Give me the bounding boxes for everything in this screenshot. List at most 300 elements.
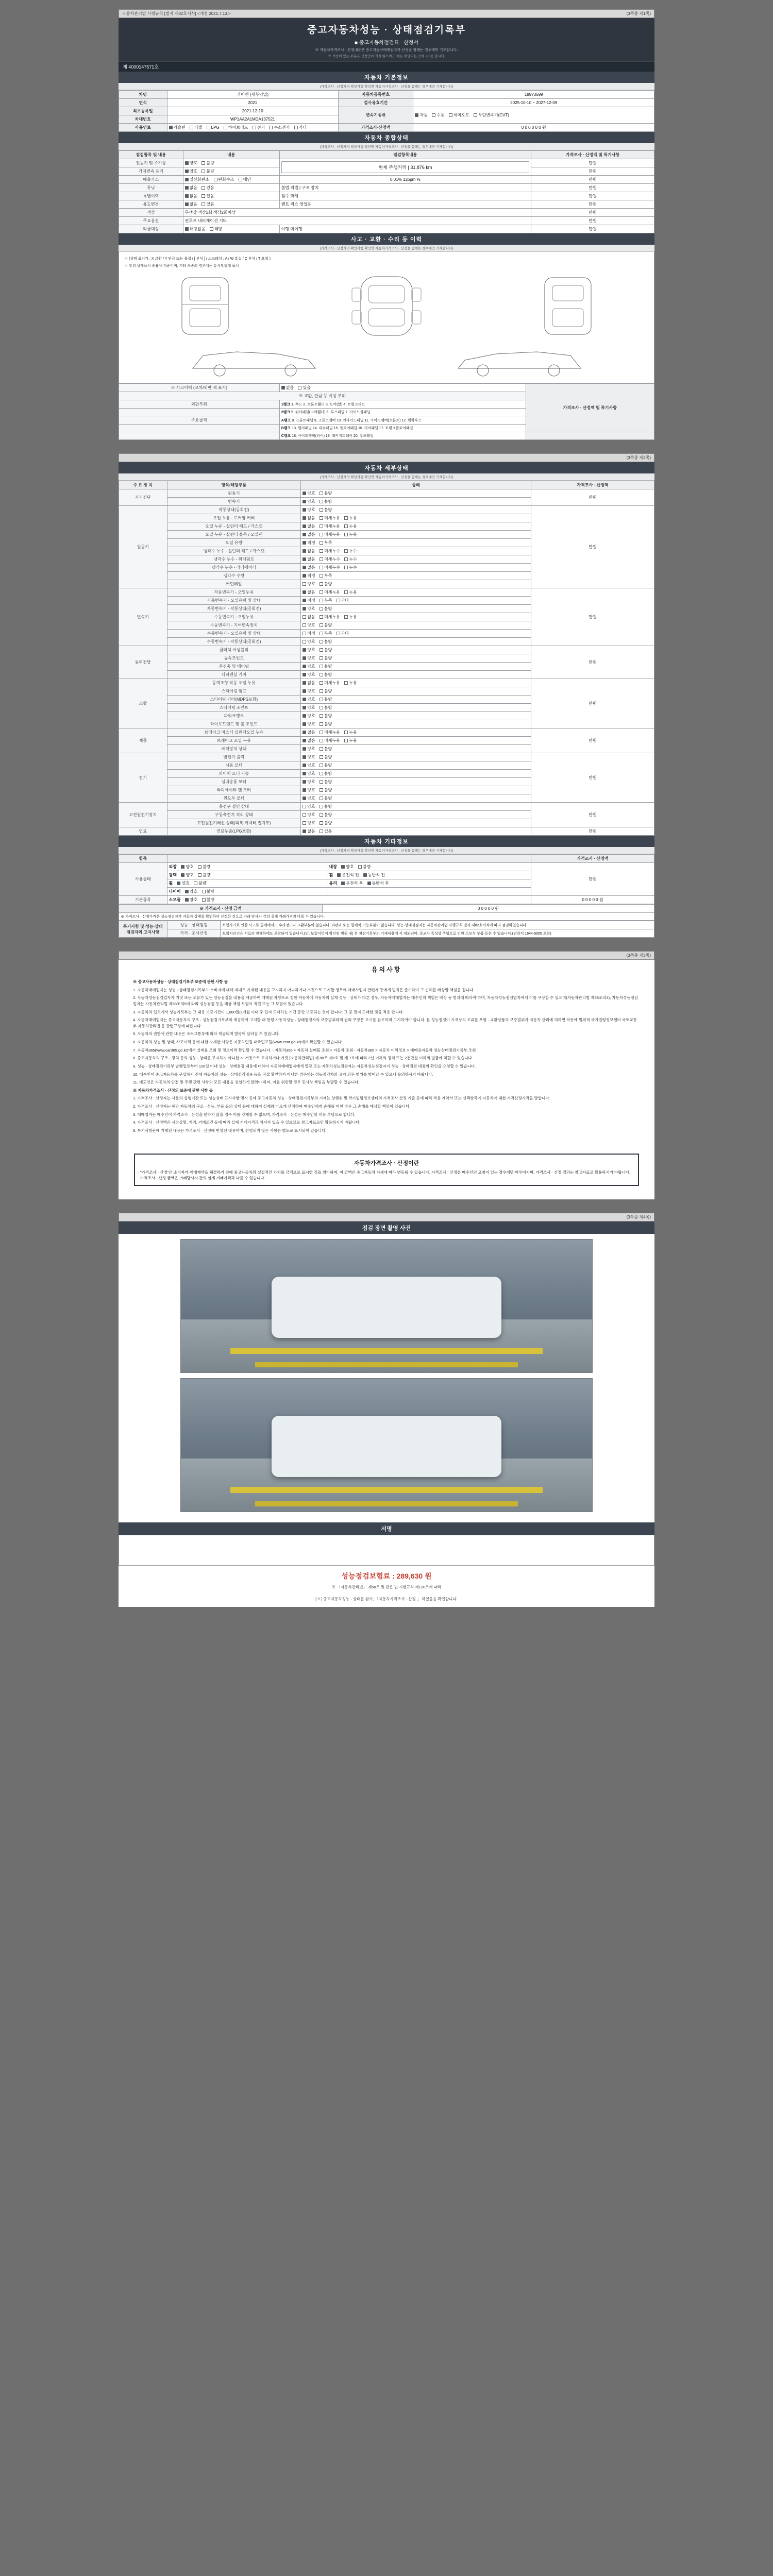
table-row (119, 159, 654, 167)
state-tm-3 (301, 613, 531, 621)
amount-3: 만원 (531, 184, 654, 192)
option-b[interactable]: 미세누유 (320, 614, 340, 620)
tire-pos-2[interactable]: 운전석 후 (341, 880, 363, 886)
tire-pos-1[interactable]: 동반석 전 (363, 872, 385, 878)
state-tm-1 (301, 597, 531, 605)
table-row (119, 184, 654, 192)
page-number-4: (3쪽중 제4쪽) (626, 1215, 651, 1219)
option-na[interactable]: 해당없음 (185, 226, 206, 232)
option-c[interactable]: 누유 (344, 738, 357, 743)
car-right-side-icon (452, 343, 586, 379)
option-b[interactable]: 부족 (320, 573, 332, 579)
frame-list-3: 13. 필러패널 14. 대쉬패널 15. 플로어패널 16. 리어패널 17. 트렁크플로어패널 (292, 427, 413, 430)
state-pt-3 (301, 671, 531, 679)
option-good[interactable]: 양호 (303, 499, 315, 504)
option-bad[interactable]: 불량 (198, 872, 210, 878)
option-bad[interactable]: 불량 (202, 889, 214, 894)
option-co[interactable]: 일산화탄소 (185, 177, 210, 182)
option-good[interactable]: 양호 (185, 889, 197, 894)
item-tm-2: 자동변속기 - 작동상태(공회전) (167, 605, 301, 613)
option-a[interactable]: 양호 (303, 713, 315, 719)
group-usage-state: 사용상태 (119, 863, 167, 896)
option-a[interactable]: 양호 (303, 795, 315, 801)
item-hv-2: 고전원전기배선 상태(피복,커넥터,접지부) (167, 819, 301, 827)
option-fuel-diesel[interactable]: 디젤 (190, 125, 202, 130)
item-tm-4: 수동변속기 - 기어변속장치 (167, 621, 301, 630)
amount-self-diagnosis: 만원 (531, 489, 654, 506)
frame-items-1 (279, 409, 526, 416)
item-br-2: 배력장치 상태 (167, 745, 301, 753)
option-a[interactable]: 양호 (303, 762, 315, 768)
option-c[interactable]: 과다 (337, 598, 349, 603)
option-b[interactable]: 미세누유 (320, 523, 340, 529)
option-fuel-electric[interactable]: 전기 (253, 125, 265, 130)
option-good[interactable]: 양호 (185, 168, 197, 174)
option-good[interactable]: 양호 (181, 872, 193, 878)
document-subtitle: ■ 중고자동차점검표 · 산정서 (355, 40, 418, 46)
option-c[interactable]: 과다 (337, 631, 349, 636)
row-opts-3 (183, 184, 279, 192)
option-bad[interactable]: 불량 (358, 864, 371, 870)
item-engine-8: 냉각수 수량 (167, 572, 301, 580)
notice-item: 1. 자동차매매업자는 성능 · 상태점검기록부가 소비자에 대해 제대로 기재된 내용을 고지하지 아니하거나 거짓으로 고지할 경우에 매매사업자 관련자 등에게 벌칙은 준수해야 그 손해를 배상할 책임을 집니다. (133, 987, 475, 992)
option-a[interactable]: 적정 (303, 540, 315, 546)
photo-gallery (119, 1234, 654, 1522)
option-a[interactable]: 양호 (303, 647, 315, 653)
etc-row-0-right (327, 863, 531, 871)
option-hc[interactable]: 탄화수소 (214, 177, 234, 182)
car-side-views-row (122, 343, 651, 379)
option-a[interactable]: 양호 (303, 771, 315, 776)
option-b[interactable]: 불량 (320, 713, 332, 719)
option-applicable[interactable]: 해당 (210, 226, 222, 232)
col-item: 점검항목 및 내용 (119, 151, 183, 159)
option-b[interactable]: 부족 (320, 631, 332, 636)
price-summary-table (119, 904, 654, 921)
amount-7: 만원 (531, 217, 654, 225)
item-pt-1: 등속조인트 (167, 654, 301, 663)
state-transmission (301, 498, 531, 506)
table-row (119, 200, 654, 209)
row-opts-4 (183, 192, 279, 200)
frame-list-2: 8. 프론트패널 9. 크로스멤버 10. 인사이드패널 11. 사이드멤버(프론트) 12. 휠하우스 (292, 418, 422, 422)
option-b[interactable]: 부족 (320, 598, 332, 603)
option-b[interactable]: 불량 (320, 622, 332, 628)
option-a[interactable]: 없음 (303, 680, 315, 686)
photo1-lift-arm (230, 1348, 543, 1354)
state-engine-5 (301, 547, 531, 555)
item-pt-0: 클러치 어셈블리 (167, 646, 301, 654)
document-title: 중고자동차성능 · 상태점검기록부 (307, 25, 466, 36)
option-a[interactable]: 없음 (303, 738, 315, 743)
car-diagram-row (122, 273, 651, 340)
frame-group-3 (119, 425, 280, 432)
option-b[interactable]: 불량 (320, 795, 332, 801)
option-a[interactable]: 양호 (303, 754, 315, 760)
option-a[interactable]: 양호 (303, 697, 315, 702)
option-transmission-manual[interactable]: 수동 (432, 112, 444, 118)
option-none[interactable]: 없음 (185, 201, 197, 207)
frame-items-0 (279, 400, 526, 409)
option-b[interactable]: 불량 (320, 721, 332, 727)
amount-8: 만원 (531, 225, 654, 233)
option-fuel-lpg[interactable]: LPG (207, 125, 220, 130)
item-el-5: 윈도우 모터 (167, 794, 301, 803)
state-engine-0 (301, 506, 531, 514)
notice-item: 2. 자동차성능점검업자가 거짓 또는 오류가 있는 성능점검을 내용을 제공하여 매매된 차량으로 정한 자동차에 자동차의 실제 성능 · 상태가 다른 경우, 자동차매매업자는 매수인의 책임은 배상 등 범위에 따라야 하며, 자동차성능점검업자에게 이를 구상할 수 있으며(자동차관리법 제58조의4), 자동차성능점검업자는 자동차관리법 제58조의5에 따라 성능점검 등을 배상 책임 보험이 적립 또는 그 보험이 있습니다. (133, 995, 638, 1006)
option-c[interactable]: 누유 (344, 523, 357, 529)
option-a[interactable]: 양호 (303, 606, 315, 612)
option-a[interactable]: 양호 (303, 581, 315, 587)
state-engine-8 (301, 572, 531, 580)
group-engine: 원동기 (119, 506, 167, 588)
state-engine-7 (301, 564, 531, 572)
state-tm-2 (301, 605, 531, 613)
option-b[interactable]: 불량 (320, 705, 332, 710)
label-vin: 차대번호 (119, 115, 167, 124)
option-b[interactable]: 불량 (320, 639, 332, 645)
option-c[interactable]: 누유 (344, 730, 357, 735)
option-b[interactable]: 미세누유 (320, 532, 340, 537)
option-a[interactable]: 적정 (303, 631, 315, 636)
option-good[interactable]: 양호 (181, 864, 193, 870)
option-b[interactable]: 불량 (320, 606, 332, 612)
option-fuel-hydrogen[interactable]: 수소전기 (269, 125, 290, 130)
frame-rank-4: C랭크 (281, 434, 291, 438)
option-b[interactable]: 미세누유 (320, 730, 340, 735)
table-row (119, 384, 654, 392)
option-b[interactable]: 불량 (320, 672, 332, 677)
option-b[interactable]: 불량 (320, 507, 332, 513)
signature-area[interactable] (119, 1535, 654, 1566)
option-transmission-semi[interactable]: 세미오토 (449, 112, 469, 118)
amount-2: 만원 (531, 176, 654, 184)
item-st-4: 파워크랭크 (167, 712, 301, 720)
state-engine-9 (301, 580, 531, 588)
option-a[interactable]: 양호 (303, 664, 315, 669)
value-transmission (413, 107, 654, 124)
amount-4: 만원 (531, 192, 654, 200)
remarks-row-label-1: 가격 · 조사산정 (167, 929, 221, 938)
option-transmission-auto[interactable]: 자동 (415, 112, 427, 118)
page-4 (119, 1213, 654, 1607)
item-engine-7: 냉각수 누수 - 라디에이터 (167, 564, 301, 572)
option-a[interactable]: 없음 (303, 730, 315, 735)
col-major-device: 주 요 장 치 (119, 481, 167, 489)
diagram-legend-1: ※ (상태 표시가 : X 교환 / Y 판금 또는 용접 / [ 부식 ] / 스크래치 : A / W 흠집 / C 부식 / T 요철 ) (124, 257, 271, 261)
option-b[interactable]: 불량 (320, 697, 332, 702)
amount-transmission: 만원 (531, 588, 654, 646)
table-row (119, 863, 654, 871)
label-total-price: ※ 가격조사 · 산정 금액 (119, 905, 323, 913)
row-label-5: 용도변경 (119, 200, 183, 209)
option-a[interactable]: 양호 (303, 672, 315, 677)
section-basic-note: (가격조사 · 산정자가 확인사항 확인안 자동차가격조사 · 산정을 함께는 경우에만 기재합니다) (119, 83, 654, 90)
option-a[interactable]: 양호 (303, 721, 315, 727)
table-row (119, 913, 654, 921)
amount-usage: 만원 (531, 863, 654, 896)
option-b[interactable]: 불량 (320, 664, 332, 669)
inspection-photo-1 (180, 1239, 593, 1373)
table-row (119, 929, 654, 938)
option-c[interactable]: 누수 (344, 556, 357, 562)
option-a[interactable]: 없음 (303, 548, 315, 554)
option-a[interactable]: 양호 (303, 507, 315, 513)
label-remarks: 특기사항 및 성능·상태 점검자의 고지사항 (119, 921, 167, 938)
option-yes[interactable]: 있음 (201, 193, 214, 199)
table-row (119, 921, 654, 929)
option-a[interactable]: 양호 (303, 746, 315, 752)
option-b[interactable]: 미세누유 (320, 515, 340, 521)
photo2-lift-arm (230, 1487, 543, 1493)
option-b[interactable]: 불량 (320, 812, 332, 818)
option-b[interactable]: 미세누수 (320, 556, 340, 562)
insurance-fee (119, 1566, 654, 1583)
option-fuel-gasoline[interactable]: 가솔린 (169, 125, 186, 130)
option-a[interactable]: 양호 (303, 705, 315, 710)
item-br-1: 브레이크 오일 누유 (167, 737, 301, 745)
state-st-2 (301, 696, 531, 704)
remarks-row-value-0: 보험사기로 인한 사고로 필체에서도 수리정도나 교환부분이 없습니다. 외판과 또는 필체약 기능부분이 없습니다. 성능·상태점검자는 자동차관리법 시행규칙 별지 제82호서식에 따라 점검하였습니다. (221, 921, 654, 929)
item-pt-3: 디퍼렌셜 기어 (167, 671, 301, 679)
option-fuel-other[interactable]: 기타 (294, 125, 307, 130)
group-transmission: 변속기 (119, 588, 167, 646)
state-hv-1 (301, 811, 531, 819)
state-engine-6 (301, 555, 531, 564)
page-2 (119, 453, 654, 938)
notice-item: 6. 자동차의 성능 및 상태, 사고이력 등에 대한 자세한 사항은 자동차민원 대국민포털(www.ecar.go.kr)에서 확인할 수 있습니다. (133, 1040, 343, 1044)
option-a[interactable]: 양호 (303, 655, 315, 661)
notice-item-2: 4. 가격조사 · 산정액은 시장상황, 지역, 거래조건 등에 따라 실제 거래가격과 차이가 있을 수 있으므로 참고자료로만 활용하시기 바랍니다. (133, 1120, 361, 1125)
basic-info-table (119, 90, 654, 132)
option-b[interactable]: 불량 (320, 688, 332, 694)
notice-head-1: ※ 중고자동차성능 · 상태점검기록부 보증에 관한 사항 등 (133, 979, 228, 984)
insurance-fee-value: 289,630 원 (396, 1572, 432, 1580)
group-self-diagnosis: 자기진단 (119, 489, 167, 506)
option-c[interactable]: 누수 (344, 565, 357, 570)
option-fuel-hybrid[interactable]: 하이브리드 (224, 125, 248, 130)
option-b[interactable]: 불량 (320, 581, 332, 587)
option-b[interactable]: 미세누유 (320, 738, 340, 743)
table-row (119, 124, 654, 132)
option-b[interactable]: 불량 (320, 820, 332, 826)
option-b[interactable]: 불량 (320, 787, 332, 793)
option-c[interactable]: 누유 (344, 614, 357, 620)
option-a[interactable]: 적정 (303, 573, 315, 579)
option-transmission-cvt[interactable]: 무단변속기(CVT) (474, 112, 509, 118)
state-pt-0 (301, 646, 531, 654)
section-overall-note: (가격조사 · 산정자가 확인사항 확인안 자동차가격조사 · 산정을 함께는 경우에만 기재합니다) (119, 143, 654, 150)
table-row (119, 432, 654, 440)
option-c[interactable]: 누유 (344, 515, 357, 521)
option-a[interactable]: 없음 (303, 589, 315, 595)
option-b[interactable]: 부족 (320, 540, 332, 546)
etc-label2-1: 휠 (329, 873, 333, 877)
section-basic-title: 자동차 기본정보 (119, 72, 654, 83)
state-st-4 (301, 712, 531, 720)
document-note-1: ※ 자동차가격조사 · 산정내용은 중고자동차매매업자가 산정을 함께는 경우에만 기재합니다. (315, 48, 458, 52)
page-topbar (119, 9, 654, 18)
option-a[interactable]: 양호 (303, 787, 315, 793)
row-label-0: 전동기 및 주기상 (119, 159, 183, 167)
option-a[interactable]: 양호 (303, 820, 315, 826)
option-b[interactable]: 미세누유 (320, 680, 340, 686)
option-bad[interactable]: 불량 (201, 168, 214, 174)
option-a[interactable]: 없음 (303, 556, 315, 562)
option-a[interactable]: 양호 (303, 688, 315, 694)
footer-line-1: ※ 「자동차관리법」 제58조 및 같은 법 시행규칙 제120조에 따라 (331, 1585, 442, 1589)
notice-item: 7. 자동차365(www.car365.go.kr)에서 실제를 조회 및 정보이력 확인할 수 있습니다. - 자동차365 > 자동차 실매물 조회 > 자동차 조회 - 자동차365 > 자동차 이력정보 > 매매용자동차 성능상태점검기록부 조회 (133, 1047, 476, 1053)
col-part: 항목/해당부품 (167, 481, 301, 489)
item-st-2: 스티어링 기어(MDPS포함) (167, 696, 301, 704)
car-left-side-icon (188, 343, 322, 379)
etc-row-0-left (167, 863, 327, 871)
item-engine-0: 작동상태(공회전) (167, 506, 301, 514)
option-yes[interactable]: 있음 (201, 201, 214, 207)
section-detail-title: 자동차 세부상태 (119, 462, 654, 473)
amount-steering: 만원 (531, 679, 654, 728)
page-3 (119, 951, 654, 1199)
row-opts-0 (183, 159, 279, 167)
table-row (119, 99, 654, 107)
option-bad[interactable]: 불량 (194, 880, 206, 886)
option-a[interactable]: 적정 (303, 598, 315, 603)
notice-item-2: 3. 매매업자는 매수인이 가격조사 · 산정을 원하지 않을 경우 이를 강제할 수 없으며, 가격조사 · 산정은 매수인의 비용 부담으로 합니다. (133, 1112, 356, 1117)
amount-cell-accident (526, 432, 654, 440)
group-steering: 조향 (119, 679, 167, 728)
accident-history-table (119, 383, 654, 440)
option-b[interactable]: 불량 (320, 647, 332, 653)
etc-label-0: 외장 (169, 865, 177, 869)
tire-pos-0[interactable]: 운전석 전 (337, 872, 359, 878)
option-a[interactable]: 없음 (303, 565, 315, 570)
option-b[interactable]: 불량 (320, 655, 332, 661)
frame-list-1: 5. 쿼터패널(리어휀더) 6. 루프패널 7. 사이드실패널 (291, 411, 371, 414)
etc-table (119, 854, 654, 904)
option-good[interactable]: 양호 (185, 897, 197, 903)
option-b[interactable]: 미세누유 (320, 589, 340, 595)
inspection-photo-2 (180, 1378, 593, 1512)
option-a[interactable]: 양호 (303, 779, 315, 785)
page3-topbar (119, 951, 654, 960)
option-c[interactable]: 누유 (344, 680, 357, 686)
row-opts-5 (183, 200, 279, 209)
remarks-table (119, 921, 654, 938)
document-number: 제 4000147571호 (119, 61, 654, 72)
option-b[interactable]: 불량 (320, 771, 332, 776)
row-label-3: 튜닝 (119, 184, 183, 192)
option-a[interactable]: 없음 (303, 614, 315, 620)
option-b[interactable]: 불량 (320, 804, 332, 809)
option-none[interactable]: 없음 (281, 385, 294, 391)
value-vin: WP1AA2A1MDA137521 (167, 115, 338, 124)
amount-1: 만원 (531, 167, 654, 176)
option-bad[interactable]: 불량 (202, 897, 214, 903)
option-bad[interactable]: 불량 (320, 499, 332, 504)
option-b[interactable]: 미세누수 (320, 565, 340, 570)
item-engine-3: 오일 누유 - 실린더 블록 / 오일팬 (167, 531, 301, 539)
option-a[interactable]: 양호 (303, 639, 315, 645)
item-engine-5: 냉각수 누수 - 실린더 헤드 / 가스켓 (167, 547, 301, 555)
label-accident-history: ※ 사고이력 (교차/외판 제 표시) (119, 384, 280, 392)
option-good[interactable]: 양호 (303, 490, 315, 496)
option-c[interactable]: 누유 (344, 532, 357, 537)
option-a[interactable]: 없음 (303, 828, 315, 834)
option-bad[interactable]: 불량 (320, 490, 332, 496)
option-a[interactable]: 양호 (303, 804, 315, 809)
state-el-4 (301, 786, 531, 794)
frame-section-title: ※ 교환, 판금 등 이상 부위 (119, 392, 526, 400)
state-el-2 (301, 770, 531, 778)
option-a[interactable]: 없음 (303, 515, 315, 521)
option-b[interactable]: 불량 (320, 762, 332, 768)
row-label-1: 기대변속 용기 (119, 167, 183, 176)
option-b[interactable]: 미세누수 (320, 548, 340, 554)
option-b[interactable]: 불량 (320, 779, 332, 785)
etc-row-2-left (167, 879, 327, 888)
table-header-row (119, 151, 654, 159)
option-good[interactable]: 양호 (177, 880, 189, 886)
item-fu-0: 연료누출(LPG포함) (167, 827, 301, 836)
amount-6: 만원 (531, 209, 654, 217)
col-detail: 점검항목내용 (279, 151, 531, 159)
item-engine: 원동기 (167, 489, 301, 498)
table-row (119, 803, 654, 811)
item-tm-1: 자동변속기 - 오일유량 및 상태 (167, 597, 301, 605)
notice-title: 유의사항 (371, 966, 402, 973)
etc-row-1-right (327, 871, 531, 879)
row-label-4: 특별이력 (119, 192, 183, 200)
section-etc-note: (가격조사 · 산정자가 확인사항 확인안 자동차가격조사 · 산정을 함께는 경우에만 기재합니다) (119, 847, 654, 854)
section-accident-note: (가격조사 · 산정자가 확인사항 확인안 자동차가격조사 · 산정을 함께는 경우에만 기재합니다) (119, 245, 654, 252)
option-none[interactable]: 없음 (185, 193, 197, 199)
option-bad[interactable]: 불량 (201, 160, 214, 166)
item-st-0: 동력조향 작동 오일 누유 (167, 679, 301, 687)
photo1-vehicle (272, 1277, 502, 1338)
etc-row-3-right (327, 888, 531, 896)
notice-item-2: 1. 가격조사 · 산정자는 사용의 실행기간 또는 성능상태 표시사항 명시 등에 중고자동차 성능 · 상태점검기록부의 기재는 상행위 및 국가법령정보센터의 가격조사 산정 기준 등에 따라 적용 계약서 또는 선택항목에 자동차에 대한 가격산정가격을 말합니다. (133, 1096, 550, 1101)
state-hv-0 (301, 803, 531, 811)
row-label-8: 리콜대상 (119, 225, 183, 233)
label-transmission: 변속기종류 (338, 107, 413, 124)
option-c[interactable]: 누수 (344, 548, 357, 554)
frame-group-4 (119, 432, 280, 440)
option-yes[interactable]: 있음 (298, 385, 310, 391)
table-row (119, 679, 654, 687)
state-el-5 (301, 794, 531, 803)
option-a[interactable]: 없음 (303, 523, 315, 529)
value-first-reg: 2021-12-10 (167, 107, 338, 115)
option-c[interactable]: 누유 (344, 589, 357, 595)
signature-title: 서명 (119, 1522, 654, 1535)
option-none[interactable]: 없음 (185, 185, 197, 191)
option-a[interactable]: 양호 (303, 812, 315, 818)
option-b[interactable]: 불량 (320, 754, 332, 760)
option-good[interactable]: 양호 (341, 864, 354, 870)
tire-pos-3[interactable]: 동반석 후 (367, 880, 389, 886)
group-highvoltage: 고전원전기장치 (119, 803, 167, 827)
option-bad[interactable]: 불량 (198, 864, 210, 870)
overall-state-table (119, 150, 654, 233)
option-good[interactable]: 양호 (185, 160, 197, 166)
option-a[interactable]: 없음 (303, 532, 315, 537)
option-b[interactable]: 불량 (320, 746, 332, 752)
option-yes[interactable]: 있음 (201, 185, 214, 191)
option-a[interactable]: 양호 (303, 622, 315, 628)
option-b[interactable]: 있음 (320, 828, 332, 834)
option-smoke[interactable]: 매연 (239, 177, 251, 182)
mileage-display (279, 159, 531, 176)
